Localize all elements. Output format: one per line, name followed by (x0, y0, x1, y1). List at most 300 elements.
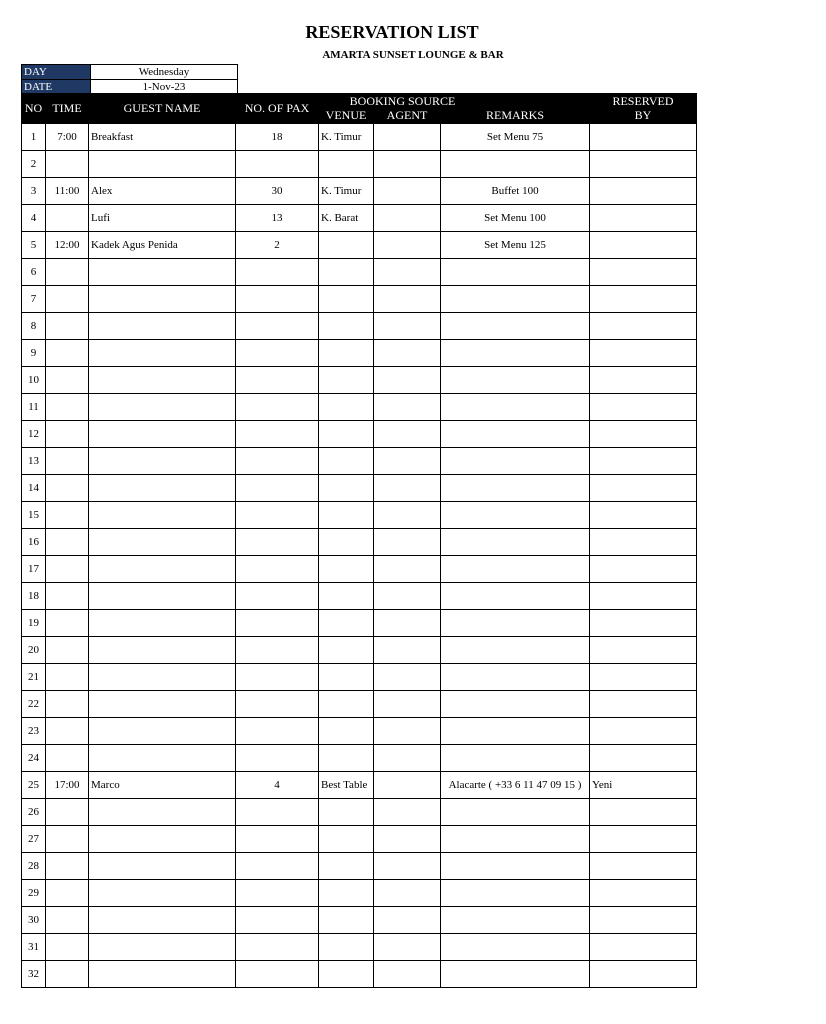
table-row (22, 394, 697, 421)
cell-pax (236, 934, 319, 961)
cell-time (46, 718, 89, 745)
cell-guest-name (89, 529, 236, 556)
table-row (22, 826, 697, 853)
cell-pax: 30 (236, 178, 319, 205)
cell-venue (319, 421, 374, 448)
table-row (22, 637, 697, 664)
header-time (46, 94, 89, 124)
cell-time (46, 448, 89, 475)
table-row (22, 259, 697, 286)
cell-remarks (441, 799, 590, 826)
cell-agent (374, 502, 441, 529)
cell-time (46, 691, 89, 718)
table-row (22, 907, 697, 934)
header-remarks-label: REMARKS (485, 108, 544, 122)
cell-guest-name (89, 394, 236, 421)
cell-no: 31 (22, 934, 46, 961)
cell-venue (319, 961, 374, 988)
date-label: DATE (22, 80, 91, 95)
cell-reserved-by (590, 826, 697, 853)
day-date-info (21, 64, 238, 95)
cell-agent (374, 853, 441, 880)
cell-remarks (441, 448, 590, 475)
day-label: DAY (22, 65, 91, 80)
cell-time (46, 151, 89, 178)
cell-time (46, 556, 89, 583)
cell-time (46, 799, 89, 826)
cell-reserved-by (590, 205, 697, 232)
cell-reserved-by (590, 934, 697, 961)
cell-reserved-by (590, 637, 697, 664)
cell-venue (319, 583, 374, 610)
cell-reserved-by (590, 313, 697, 340)
cell-pax (236, 421, 319, 448)
cell-reserved-by (590, 907, 697, 934)
cell-guest-name (89, 934, 236, 961)
cell-reserved-by (590, 448, 697, 475)
table-row (22, 880, 697, 907)
cell-remarks: Buffet 100 (441, 178, 590, 205)
cell-no: 7 (22, 286, 46, 313)
cell-no: 21 (22, 664, 46, 691)
cell-guest-name (89, 421, 236, 448)
cell-reserved-by (590, 880, 697, 907)
cell-venue (319, 313, 374, 340)
cell-time (46, 826, 89, 853)
cell-remarks (441, 691, 590, 718)
date-value: 1-Nov-23 (91, 80, 238, 95)
cell-remarks: Set Menu 75 (441, 124, 590, 151)
header-venue-label: VENUE (325, 108, 367, 122)
cell-venue: K. Timur (319, 124, 374, 151)
cell-remarks (441, 907, 590, 934)
cell-time (46, 394, 89, 421)
cell-time (46, 259, 89, 286)
cell-no: 2 (22, 151, 46, 178)
cell-agent (374, 799, 441, 826)
cell-no: 6 (22, 259, 46, 286)
cell-remarks: Set Menu 125 (441, 232, 590, 259)
page-title: RESERVATION LIST (305, 22, 479, 42)
cell-reserved-by (590, 502, 697, 529)
cell-agent (374, 691, 441, 718)
cell-agent (374, 421, 441, 448)
table-row (22, 934, 697, 961)
cell-venue (319, 232, 374, 259)
cell-no: 11 (22, 394, 46, 421)
cell-venue (319, 394, 374, 421)
table-row (22, 205, 697, 232)
cell-agent (374, 394, 441, 421)
cell-remarks (441, 745, 590, 772)
header-no (22, 94, 46, 124)
cell-pax: 18 (236, 124, 319, 151)
cell-guest-name (89, 664, 236, 691)
table-row (22, 745, 697, 772)
header-reserved-label: RESERVED (612, 94, 674, 108)
table-row (22, 286, 697, 313)
cell-guest-name: Breakfast (89, 124, 236, 151)
cell-agent (374, 178, 441, 205)
cell-venue: K. Barat (319, 205, 374, 232)
cell-reserved-by (590, 394, 697, 421)
cell-reserved-by (590, 583, 697, 610)
cell-venue (319, 556, 374, 583)
cell-reserved-by (590, 421, 697, 448)
cell-agent (374, 151, 441, 178)
cell-guest-name (89, 718, 236, 745)
cell-reserved-by (590, 718, 697, 745)
header-by-label: BY (634, 108, 652, 122)
cell-no: 27 (22, 826, 46, 853)
cell-reserved-by (590, 151, 697, 178)
cell-no: 1 (22, 124, 46, 151)
cell-agent (374, 637, 441, 664)
cell-agent (374, 124, 441, 151)
cell-remarks (441, 421, 590, 448)
table-row (22, 961, 697, 988)
cell-agent (374, 367, 441, 394)
cell-time (46, 853, 89, 880)
reservation-table (21, 93, 697, 988)
cell-pax (236, 502, 319, 529)
table-row (22, 124, 697, 151)
table-row (22, 556, 697, 583)
cell-guest-name (89, 799, 236, 826)
cell-agent (374, 529, 441, 556)
cell-guest-name (89, 448, 236, 475)
cell-agent (374, 556, 441, 583)
cell-venue (319, 529, 374, 556)
cell-guest-name (89, 961, 236, 988)
cell-reserved-by (590, 178, 697, 205)
cell-agent (374, 448, 441, 475)
cell-time (46, 610, 89, 637)
cell-no: 32 (22, 961, 46, 988)
cell-pax (236, 529, 319, 556)
cell-guest-name (89, 556, 236, 583)
cell-reserved-by (590, 961, 697, 988)
cell-guest-name (89, 286, 236, 313)
cell-time (46, 205, 89, 232)
cell-guest-name: Lufi (89, 205, 236, 232)
cell-pax (236, 475, 319, 502)
cell-pax (236, 718, 319, 745)
cell-venue (319, 367, 374, 394)
table-row (22, 853, 697, 880)
cell-agent (374, 772, 441, 799)
cell-no: 13 (22, 448, 46, 475)
header-agent-label: AGENT (386, 108, 428, 122)
cell-time (46, 340, 89, 367)
cell-pax: 13 (236, 205, 319, 232)
cell-agent (374, 286, 441, 313)
cell-time (46, 961, 89, 988)
cell-venue: Best Table (319, 772, 374, 799)
table-row (22, 718, 697, 745)
cell-remarks (441, 394, 590, 421)
cell-venue (319, 853, 374, 880)
cell-no: 23 (22, 718, 46, 745)
cell-no: 29 (22, 880, 46, 907)
cell-agent (374, 907, 441, 934)
cell-time (46, 583, 89, 610)
day-row (22, 65, 238, 80)
cell-no: 17 (22, 556, 46, 583)
cell-reserved-by (590, 259, 697, 286)
table-row (22, 475, 697, 502)
cell-guest-name: Alex (89, 178, 236, 205)
cell-time (46, 502, 89, 529)
cell-reserved-by (590, 610, 697, 637)
cell-agent (374, 259, 441, 286)
cell-agent (374, 880, 441, 907)
cell-no: 16 (22, 529, 46, 556)
cell-no: 8 (22, 313, 46, 340)
cell-remarks (441, 556, 590, 583)
table-row (22, 448, 697, 475)
cell-time (46, 286, 89, 313)
cell-guest-name (89, 151, 236, 178)
cell-time (46, 313, 89, 340)
header-no-label: NO (24, 101, 43, 115)
header-row (22, 94, 697, 124)
table-row (22, 610, 697, 637)
cell-pax (236, 853, 319, 880)
day-value: Wednesday (91, 65, 238, 80)
cell-reserved-by (590, 556, 697, 583)
cell-guest-name (89, 907, 236, 934)
table-row (22, 421, 697, 448)
cell-agent (374, 745, 441, 772)
cell-agent (374, 664, 441, 691)
cell-time: 12:00 (46, 232, 89, 259)
header-guest-name (89, 94, 236, 124)
cell-pax (236, 610, 319, 637)
cell-guest-name (89, 691, 236, 718)
cell-pax (236, 691, 319, 718)
table-row (22, 664, 697, 691)
cell-agent (374, 232, 441, 259)
cell-venue: K. Timur (319, 178, 374, 205)
cell-reserved-by (590, 124, 697, 151)
cell-remarks (441, 880, 590, 907)
cell-venue (319, 880, 374, 907)
cell-no: 26 (22, 799, 46, 826)
cell-pax (236, 907, 319, 934)
cell-remarks (441, 367, 590, 394)
cell-remarks (441, 502, 590, 529)
cell-time (46, 880, 89, 907)
cell-guest-name (89, 502, 236, 529)
table-row (22, 178, 697, 205)
cell-time (46, 664, 89, 691)
table-row (22, 151, 697, 178)
cell-guest-name (89, 340, 236, 367)
cell-time: 11:00 (46, 178, 89, 205)
cell-remarks (441, 583, 590, 610)
cell-reserved-by (590, 799, 697, 826)
cell-no: 9 (22, 340, 46, 367)
cell-agent (374, 961, 441, 988)
cell-venue (319, 286, 374, 313)
cell-remarks: Alacarte ( +33 6 11 47 09 15 ) (441, 772, 590, 799)
cell-venue (319, 448, 374, 475)
cell-venue (319, 259, 374, 286)
cell-guest-name (89, 880, 236, 907)
table-row (22, 232, 697, 259)
cell-no: 18 (22, 583, 46, 610)
cell-reserved-by (590, 340, 697, 367)
cell-no: 28 (22, 853, 46, 880)
cell-pax (236, 556, 319, 583)
cell-no: 24 (22, 745, 46, 772)
cell-remarks: Set Menu 100 (441, 205, 590, 232)
cell-agent (374, 583, 441, 610)
cell-agent (374, 313, 441, 340)
cell-pax (236, 448, 319, 475)
cell-guest-name: Kadek Agus Penida (89, 232, 236, 259)
header-booking-source-label: BOOKING SOURCE (349, 94, 456, 108)
table-row (22, 529, 697, 556)
cell-remarks (441, 610, 590, 637)
cell-guest-name (89, 367, 236, 394)
cell-no: 4 (22, 205, 46, 232)
cell-pax (236, 367, 319, 394)
table-row (22, 799, 697, 826)
cell-agent (374, 934, 441, 961)
cell-time (46, 475, 89, 502)
table-row (22, 772, 697, 799)
cell-agent (374, 340, 441, 367)
table-row (22, 313, 697, 340)
cell-guest-name (89, 313, 236, 340)
cell-guest-name (89, 637, 236, 664)
cell-reserved-by (590, 475, 697, 502)
cell-reserved-by (590, 745, 697, 772)
cell-guest-name (89, 853, 236, 880)
cell-time (46, 529, 89, 556)
cell-remarks (441, 313, 590, 340)
cell-pax (236, 286, 319, 313)
cell-remarks (441, 961, 590, 988)
cell-no: 22 (22, 691, 46, 718)
table-row (22, 691, 697, 718)
cell-remarks (441, 286, 590, 313)
cell-pax (236, 394, 319, 421)
cell-time (46, 637, 89, 664)
cell-pax (236, 745, 319, 772)
cell-agent (374, 718, 441, 745)
table-row (22, 583, 697, 610)
cell-venue (319, 637, 374, 664)
cell-venue (319, 826, 374, 853)
cell-time (46, 421, 89, 448)
cell-venue (319, 934, 374, 961)
cell-venue (319, 718, 374, 745)
cell-guest-name: Marco (89, 772, 236, 799)
cell-venue (319, 799, 374, 826)
cell-remarks (441, 637, 590, 664)
cell-pax: 2 (236, 232, 319, 259)
cell-venue (319, 502, 374, 529)
cell-pax (236, 151, 319, 178)
cell-reserved-by (590, 367, 697, 394)
cell-remarks (441, 259, 590, 286)
cell-reserved-by (590, 232, 697, 259)
cell-agent (374, 826, 441, 853)
cell-remarks (441, 853, 590, 880)
cell-no: 14 (22, 475, 46, 502)
cell-pax (236, 637, 319, 664)
table-row (22, 367, 697, 394)
cell-no: 19 (22, 610, 46, 637)
cell-pax (236, 961, 319, 988)
cell-venue (319, 475, 374, 502)
cell-reserved-by (590, 664, 697, 691)
table-row (22, 340, 697, 367)
cell-venue (319, 907, 374, 934)
cell-pax (236, 799, 319, 826)
cell-remarks (441, 826, 590, 853)
venue-subtitle: AMARTA SUNSET LOUNGE & BAR (322, 49, 504, 61)
cell-reserved-by (590, 853, 697, 880)
cell-no: 12 (22, 421, 46, 448)
cell-time (46, 907, 89, 934)
cell-remarks (441, 151, 590, 178)
cell-venue (319, 664, 374, 691)
cell-remarks (441, 718, 590, 745)
cell-no: 25 (22, 772, 46, 799)
cell-pax (236, 826, 319, 853)
cell-reserved-by (590, 691, 697, 718)
cell-remarks (441, 475, 590, 502)
cell-time: 7:00 (46, 124, 89, 151)
cell-guest-name (89, 259, 236, 286)
cell-no: 10 (22, 367, 46, 394)
header-time-label: TIME (52, 101, 82, 115)
cell-guest-name (89, 826, 236, 853)
cell-agent (374, 610, 441, 637)
cell-venue (319, 151, 374, 178)
cell-remarks (441, 529, 590, 556)
cell-reserved-by (590, 286, 697, 313)
cell-time (46, 934, 89, 961)
cell-no: 15 (22, 502, 46, 529)
cell-guest-name (89, 745, 236, 772)
cell-remarks (441, 340, 590, 367)
cell-pax (236, 664, 319, 691)
cell-venue (319, 340, 374, 367)
cell-reserved-by: Yeni (590, 772, 697, 799)
cell-time: 17:00 (46, 772, 89, 799)
cell-time (46, 745, 89, 772)
cell-no: 3 (22, 178, 46, 205)
cell-pax (236, 259, 319, 286)
cell-guest-name (89, 583, 236, 610)
cell-remarks (441, 664, 590, 691)
cell-time (46, 367, 89, 394)
cell-pax (236, 880, 319, 907)
header-guest-name-label: GUEST NAME (123, 101, 201, 115)
cell-no: 20 (22, 637, 46, 664)
cell-no: 5 (22, 232, 46, 259)
cell-agent (374, 205, 441, 232)
cell-remarks (441, 934, 590, 961)
cell-pax (236, 583, 319, 610)
cell-guest-name (89, 475, 236, 502)
header-pax-label: NO. OF PAX (244, 101, 310, 115)
